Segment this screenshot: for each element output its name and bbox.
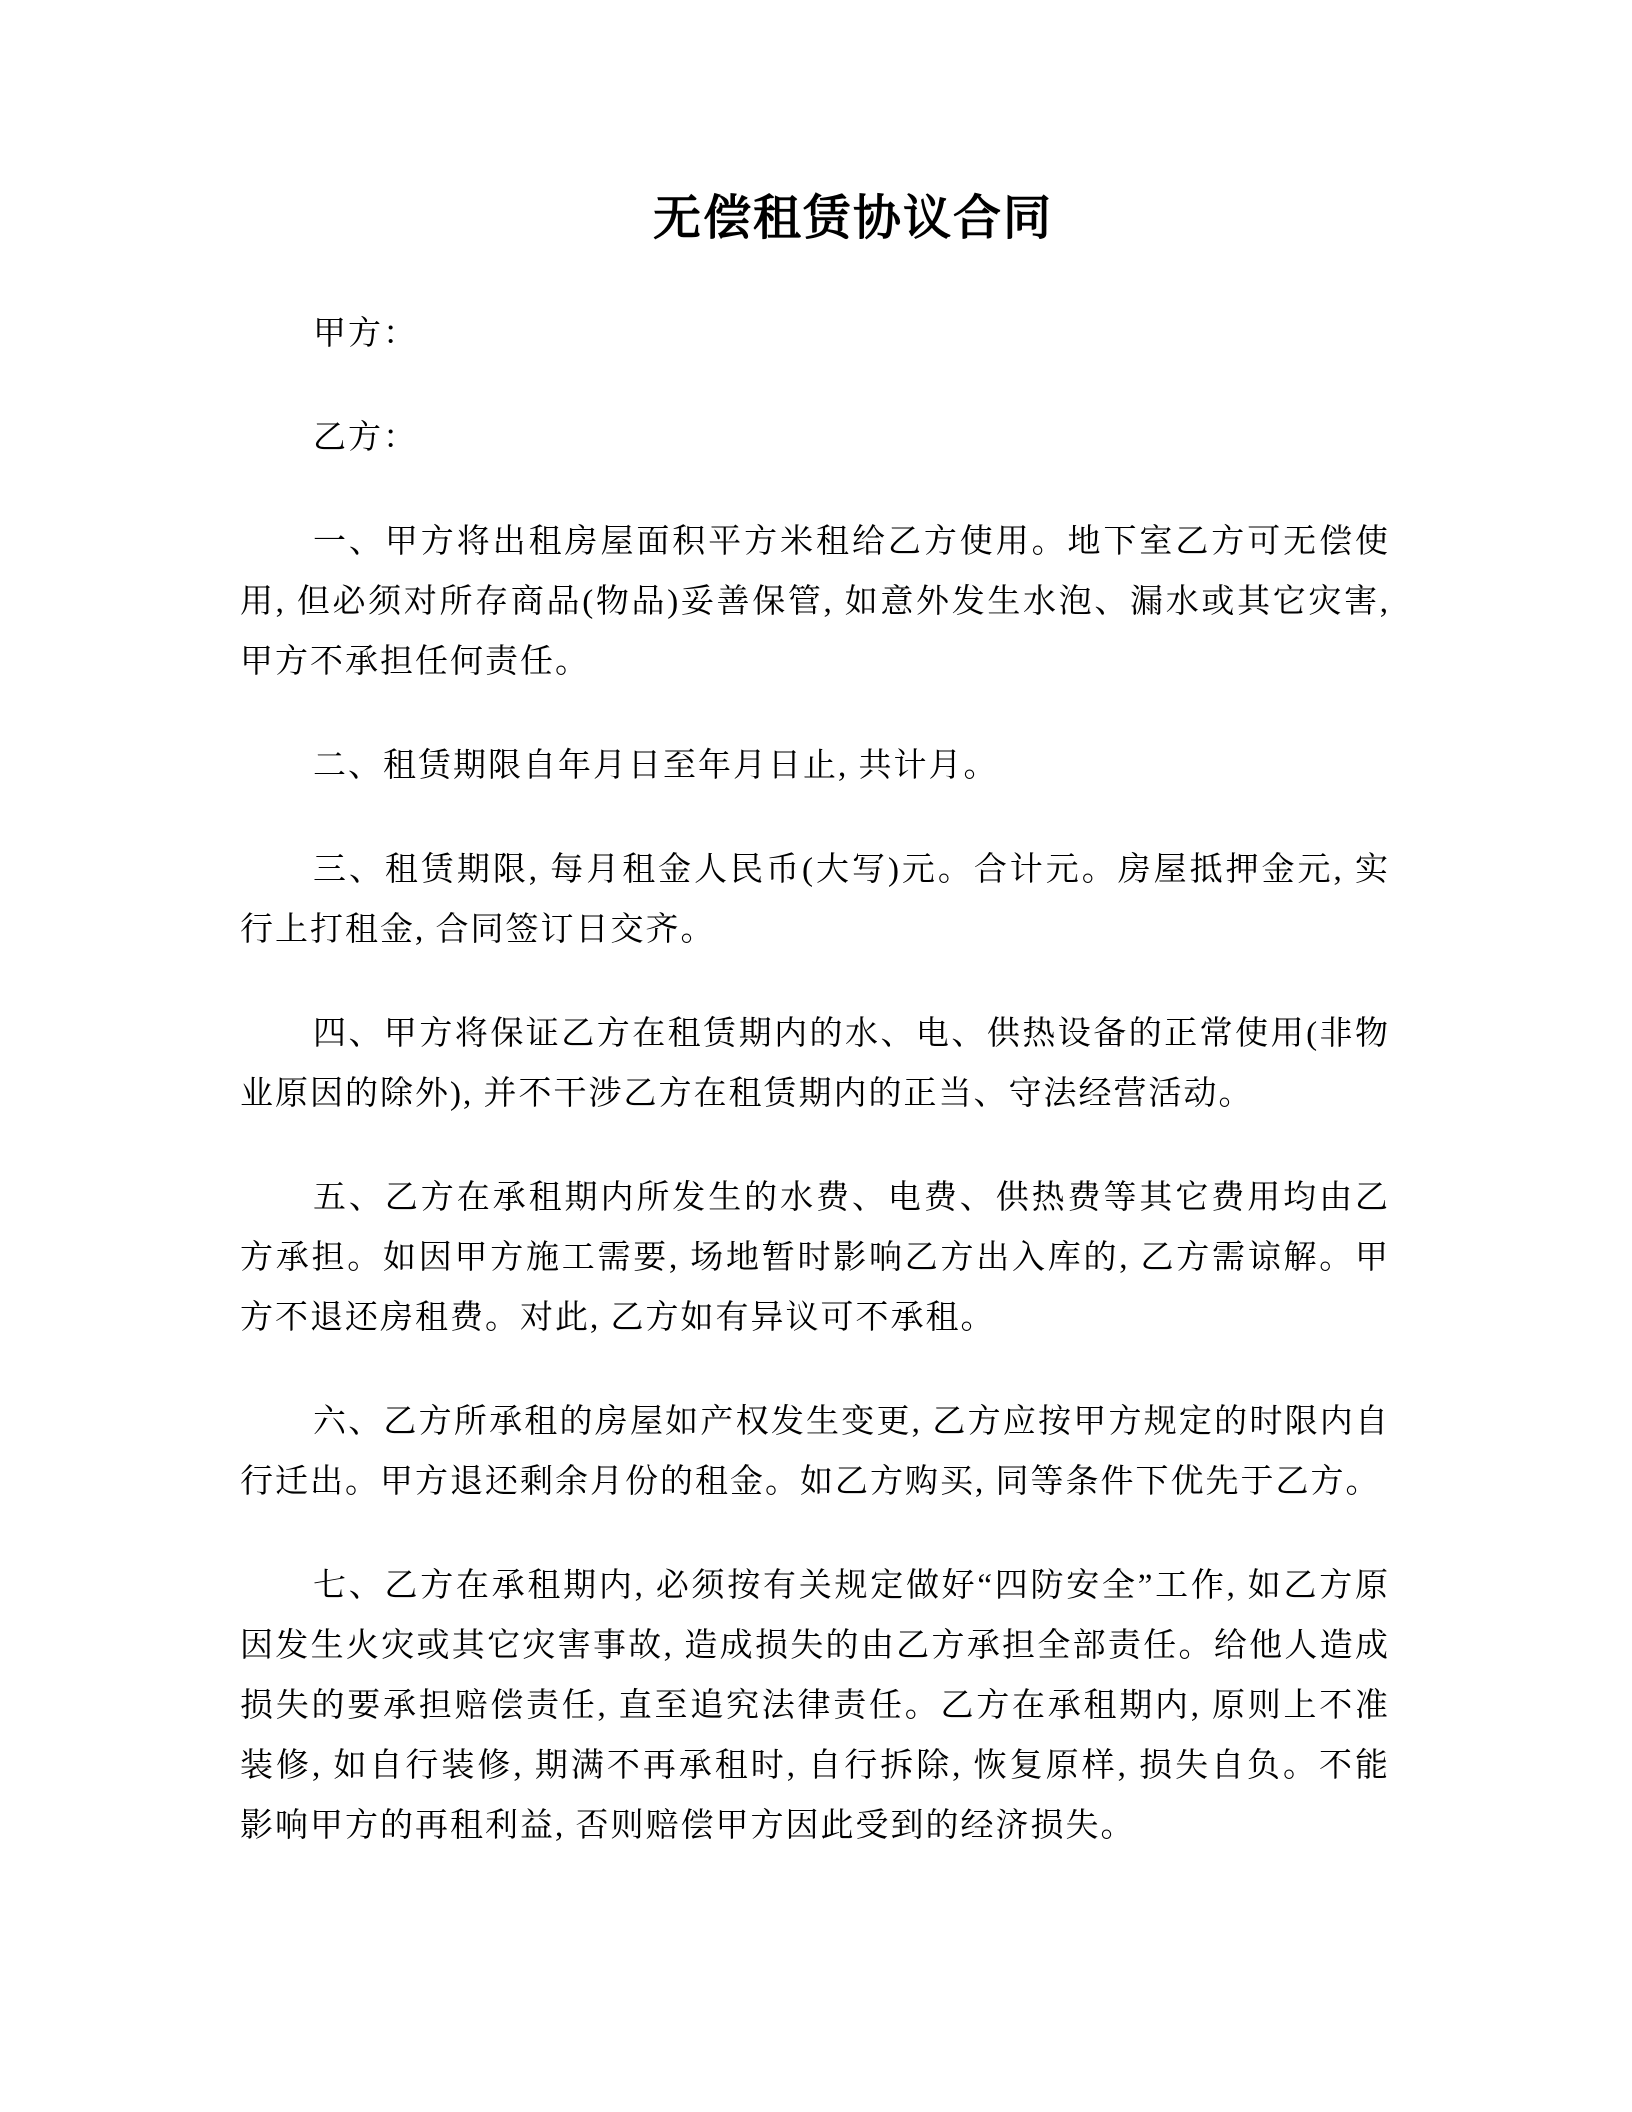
clause-5: 五、乙方在承租期内所发生的水费、电费、供热费等其它费用均由乙方承担。如因甲方施工需要, 场地暂时影响乙方出入库的, 乙方需谅解。甲方不退还房租费。对此, 乙方如有异议可不承租。	[240, 1180, 1390, 1336]
clause-7: 七、乙方在承租期内, 必须按有关规定做好“四防安全”工作, 如乙方原因发生火灾或其它灾害事故, 造成损失的由乙方承担全部责任。给他人造成损失的要承担赔偿责任, 直至追究法律责任。乙方在承租期内, 原则上不准装修, 如自行装修, 期满不再承租时, 自行拆除, 恢复原样, 损失自负。不能影响甲方的再租利益, 否则赔偿甲方因此受到的经济损失。	[240, 1568, 1390, 1844]
document-title: 无偿租赁协议合同	[652, 192, 1053, 245]
clause-4: 四、甲方将保证乙方在租赁期内的水、电、供热设备的正常使用(非物业原因的除外), 并不干涉乙方在租赁期内的正当、守法经营活动。	[240, 1016, 1390, 1112]
clause-1: 一、甲方将出租房屋面积平方米租给乙方使用。地下室乙方可无偿使用, 但必须对所存商品(物品)妥善保管, 如意外发生水泡、漏水或其它灾害, 甲方不承担任何责任。	[240, 524, 1390, 680]
clause-2: 二、租赁期限自年月日至年月日止, 共计月。	[313, 748, 999, 784]
clause-6: 六、乙方所承租的房屋如产权发生变更, 乙方应按甲方规定的时限内自行迁出。甲方退还剩余月份的租金。如乙方购买, 同等条件下优先于乙方。	[240, 1404, 1390, 1500]
clause-3: 三、租赁期限, 每月租金人民币(大写)元。合计元。房屋抵押金元, 实行上打租金, 合同签订日交齐。	[240, 852, 1390, 948]
party-b-label: 乙方：	[313, 420, 418, 456]
party-a-label: 甲方：	[313, 316, 418, 352]
